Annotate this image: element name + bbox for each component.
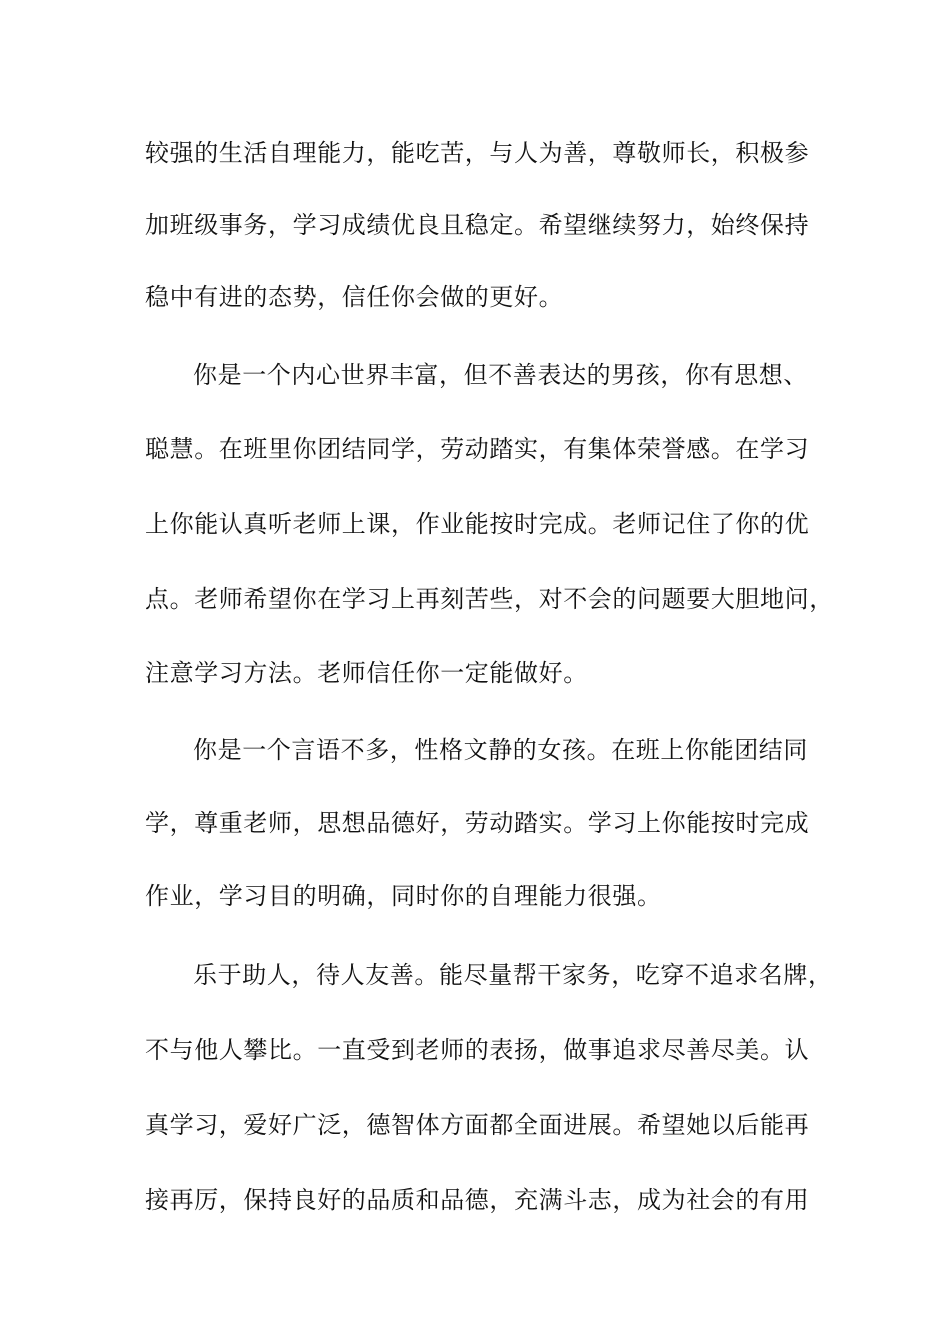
paragraph-1-line-3: 稳中有进的态势，信任你会做的更好。 xyxy=(145,283,564,311)
paragraph-1-line-2: 加班级事务，学习成绩优良且稳定。希望继续努力，始终保持 xyxy=(145,211,810,239)
paragraph-4-line-1: 乐于助人，待人友善。能尽量帮干家务，吃穿不追求名牌， xyxy=(193,961,833,989)
paragraph-1-line-1: 较强的生活自理能力，能吃苦，与人为善，尊敬师长，积极参 xyxy=(145,139,810,167)
paragraph-3-line-3: 作业，学习目的明确，同时你的自理能力很强。 xyxy=(145,882,662,910)
paragraph-3-line-2: 学，尊重老师，思想品德好，劳动踏实。学习上你能按时完成 xyxy=(145,809,810,837)
paragraph-2-line-5: 注意学习方法。老师信任你一定能做好。 xyxy=(145,659,588,687)
paragraph-3-line-1: 你是一个言语不多，性格文静的女孩。在班上你能团结同 xyxy=(193,736,808,764)
paragraph-4-line-4: 接再厉，保持良好的品质和品德，充满斗志，成为社会的有用 xyxy=(145,1186,810,1214)
paragraph-2-line-4: 点。老师希望你在学习上再刻苦些，对不会的问题要大胆地问， xyxy=(145,585,834,613)
paragraph-2-line-3: 上你能认真听老师上课，作业能按时完成。老师记住了你的优 xyxy=(145,510,810,538)
paragraph-4-line-2: 不与他人攀比。一直受到老师的表扬，做事追求尽善尽美。认 xyxy=(145,1036,810,1064)
paragraph-4-line-3: 真学习，爱好广泛，德智体方面都全面进展。希望她以后能再 xyxy=(145,1111,810,1139)
paragraph-2-line-2: 聪慧。在班里你团结同学，劳动踏实，有集体荣誉感。在学习 xyxy=(145,435,810,463)
paragraph-2-line-1: 你是一个内心世界丰富，但不善表达的男孩，你有思想、 xyxy=(193,361,808,389)
